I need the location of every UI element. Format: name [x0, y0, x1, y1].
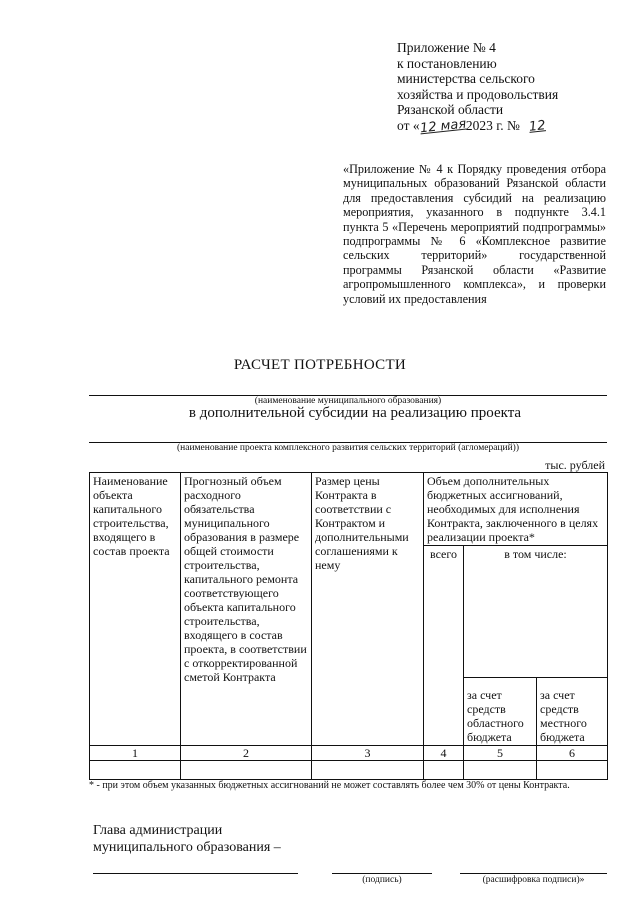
table-cell: [424, 761, 464, 780]
signature-title-line2: муниципального образования –: [93, 840, 281, 855]
decoding-line: [460, 873, 607, 874]
appendix-header-line4: хозяйства и продовольствия: [397, 86, 559, 102]
appendix-header-line1: Приложение № 4: [397, 40, 496, 55]
header-including: в том числе:: [464, 546, 608, 678]
page-title: РАСЧЕТ ПОТРЕБНОСТИ: [233, 357, 407, 373]
table-cell: [181, 761, 312, 780]
table-number-row: [90, 746, 608, 761]
signature-title: [93, 822, 281, 856]
column-number: 5: [464, 746, 537, 761]
decoding-caption: (расшифровка подписи)»: [482, 875, 585, 885]
doc-number-handwritten: 12: [528, 117, 547, 135]
appendix-header-line5: Рязанской области: [397, 102, 504, 117]
appendix-header: [397, 40, 627, 134]
table-header-row: [90, 473, 608, 546]
column-number: 3: [312, 746, 424, 761]
municipality-name-line: [93, 873, 298, 874]
units-label: тыс. рублей: [545, 458, 605, 472]
appendix-header-line3: министерства сельского: [397, 71, 535, 86]
column-number: 1: [90, 746, 181, 761]
appendix-to-procedure-text: «Приложение № 4 к Порядку проведения отбора муниципальных образований Рязанской области для предоставления субсидий на реализацию мероприятия, указанного в подпункте 3.4.1 пункта 5 «Перечень мероприятий подпрограммы» подпрограммы № 6 «Комплексное развитие сельских территорий» государственной программы Рязанской области «Развитие агропромышленного комплекса», и проверки условий их предоставления: [343, 162, 606, 306]
appendix-header-line2: к постановлению: [397, 55, 497, 71]
table-cell: [537, 761, 608, 780]
appendix-to-procedure: [343, 162, 606, 306]
header-additional-allocations: Объем дополнительных бюджетных ассигнований, необходимых для исполнения Контракта, заключенного в целях реализации проекта*: [424, 473, 608, 546]
header-object-name: Наименование объекта капитального строительства, входящего в состав проекта: [90, 473, 181, 746]
signature-line: [332, 873, 432, 874]
municipality-caption: (наименование муниципального образования): [254, 396, 442, 406]
project-caption: (наименование проекта комплексного развития сельских территорий (агломераций)): [176, 443, 519, 453]
column-number: 6: [537, 746, 608, 761]
subtitle: в дополнительной субсидии на реализацию проекта: [188, 405, 522, 421]
header-forecast-volume: Прогнозный объем расходного обязательства муниципального образования в размере общей стоимости строительства, капитального ремонта соответствующего объекта капитального строительства, входящего в состав проекта, в соответствии с откорректированной сметой Контракта: [181, 473, 312, 746]
table-row: [90, 761, 608, 780]
header-local-budget: за счет средств местного бюджета: [537, 678, 608, 746]
header-regional-budget: за счет средств областного бюджета: [464, 678, 537, 746]
column-number: 2: [181, 746, 312, 761]
signature-title-line1: Глава администрации: [93, 823, 223, 838]
signature-caption: (подпись): [362, 875, 402, 885]
table-cell: [312, 761, 424, 780]
column-number: 4: [424, 746, 464, 761]
table-cell: [90, 761, 181, 780]
appendix-header-date: [397, 118, 627, 135]
footnote: * - при этом объем указанных бюджетных ассигнований не может составлять более чем 30% от цены Контракта.: [89, 780, 570, 791]
date-prefix: от «: [397, 117, 420, 133]
header-total: всего: [424, 546, 464, 746]
date-year: 2023 г. №: [465, 117, 520, 133]
table-cell: [464, 761, 537, 780]
header-contract-price: Размер цены Контракта в соответствии с Контрактом и дополнительными соглашениями к нему: [312, 473, 424, 746]
calculation-table: [89, 472, 608, 780]
date-handwritten: 12 мая: [418, 116, 467, 136]
